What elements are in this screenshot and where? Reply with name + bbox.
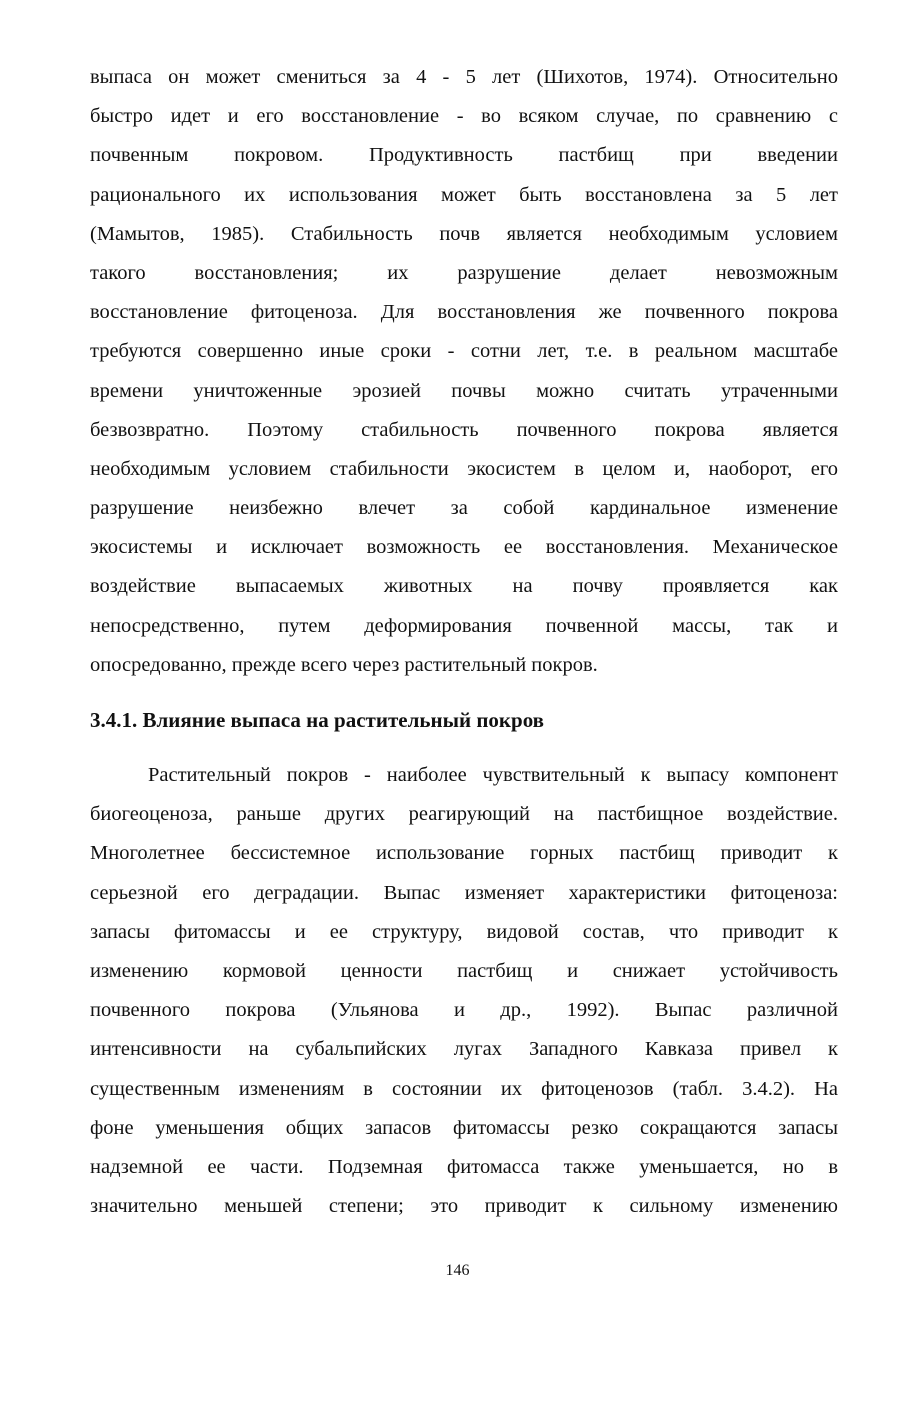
text-line: серьезной его деградации. Выпас изменяет характеристики фитоценоза:: [90, 881, 838, 904]
text-line: почвенного покрова (Ульянова и др., 1992). Выпас различной: [90, 999, 838, 1022]
text-line: интенсивности на субальпийских лугах Западного Кавказа привел к: [90, 1038, 838, 1061]
section-heading: 3.4.1. Влияние выпаса на растительный покров: [90, 708, 545, 732]
text-line: запасы фитомассы и ее структуру, видовой состав, что приводит к: [90, 920, 838, 943]
text-line: экосистемы и исключает возможность ее восстановления. Механическое: [90, 536, 838, 559]
text-line: разрушение неизбежно влечет за собой кардинальное изменение: [90, 497, 838, 520]
text-line: Многолетнее бессистемное использование горных пастбищ приводит к: [90, 842, 838, 865]
text-line: непосредственно, путем деформирования почвенной массы, так и: [90, 614, 838, 637]
text-line: рационального их использования может быть восстановлена за 5 лет: [90, 183, 838, 206]
text-line: быстро идет и его восстановление - во всяком случае, по сравнению с: [90, 105, 838, 128]
text-line: безвозвратно. Поэтому стабильность почвенного покрова является: [90, 418, 838, 441]
text-line: надземной ее части. Подземная фитомасса также уменьшается, но в: [90, 1155, 838, 1178]
text-line: почвенным покровом. Продуктивность пастбищ при введении: [90, 144, 838, 167]
text-line: опосредованно, прежде всего через растительный покров.: [90, 653, 598, 676]
paragraph-2: [90, 756, 838, 1226]
text-line: изменению кормовой ценности пастбищ и снижает устойчивость: [90, 959, 838, 982]
text-line: фоне уменьшения общих запасов фитомассы резко сокращаются запасы: [90, 1116, 838, 1139]
text-line: восстановление фитоценоза. Для восстановления же почвенного покрова: [90, 301, 838, 324]
text-line: выпаса он может смениться за 4 - 5 лет (Шихотов, 1974). Относительно: [90, 66, 838, 88]
text-line: необходимым условием стабильности экосистем в целом и, наоборот, его: [90, 457, 838, 480]
page-number: 146: [445, 1262, 470, 1279]
text-line: (Мамытов, 1985). Стабильность почв является необходимым условием: [90, 222, 838, 245]
paragraph-1: [90, 58, 838, 685]
text-line: времени уничтоженные эрозией почвы можно считать утраченными: [90, 379, 838, 402]
text-line: биогеоценоза, раньше других реагирующий на пастбищное воздействие.: [90, 803, 838, 826]
text-line: значительно меньшей степени; это приводит к сильному изменению: [90, 1195, 838, 1218]
text-line: воздействие выпасаемых животных на почву проявляется как: [90, 575, 838, 598]
text-line: существенным изменениям в состоянии их фитоценозов (табл. 3.4.2). На: [90, 1077, 838, 1100]
text-line: такого восстановления; их разрушение делает невозможным: [90, 261, 838, 284]
text-line: Растительный покров - наиболее чувствительный к выпасу компонент: [148, 764, 838, 786]
text-line: требуются совершенно иные сроки - сотни лет, т.е. в реальном масштабе: [90, 340, 838, 363]
